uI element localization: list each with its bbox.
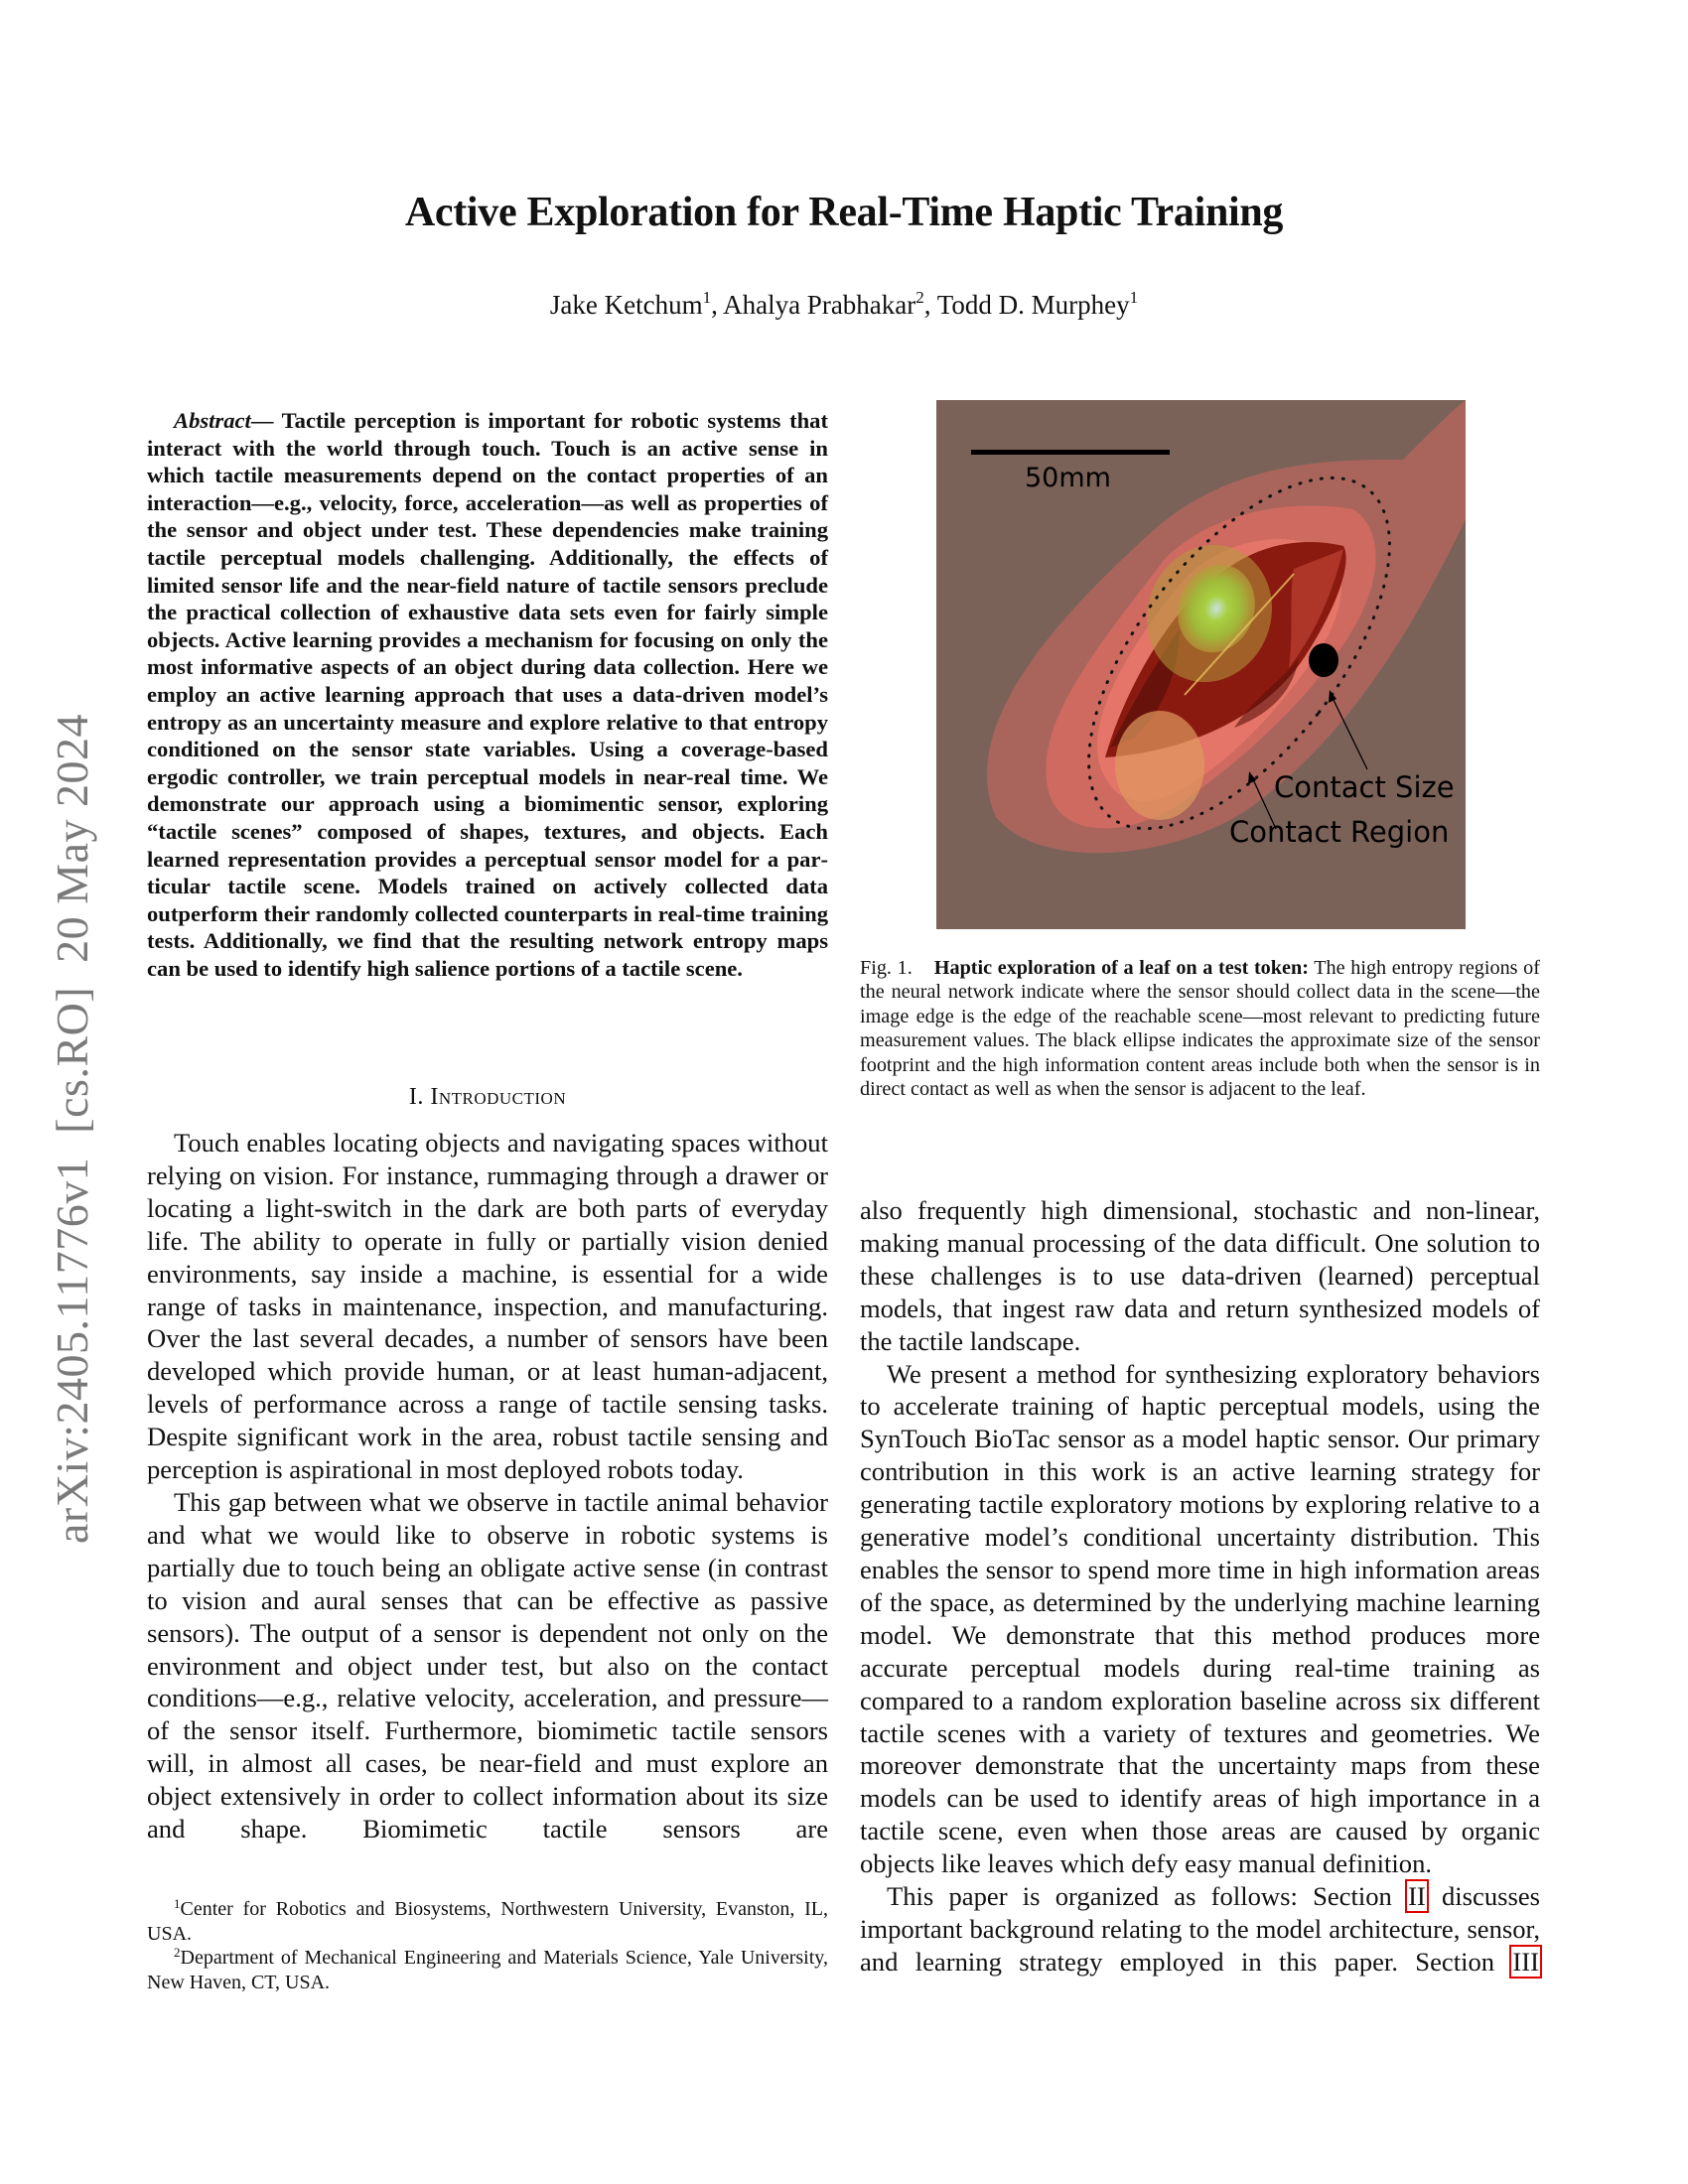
abstract-text: Tactile perception is important for robotic systems that interact with the world through touch. Touch is an active sense in which tactile measurements depend on the contact properties of an interaction—e.g., velocity, force, acceleration—as well as properties of the sensor and object under test. These dependencies make training tactile perceptual models challenging. Additionally, the effects of limited sensor life and the near-field nature of tactile sensors preclude the practical collection of exhaustive data sets even for fairly simple objects. Active learning provides a mechanism for focusing on only the most informative aspects of an object during data collection. Here we employ an active learning approach that uses a data-driven model’s entropy as an uncertainty measure and explore relative to that entropy conditioned on the sensor state variables. Using a coverage-based ergodic controller, we train perceptual models in near-real time. We demonstrate our approach using a biomimentic sensor, exploring “tactile scenes” composed of shapes, textures, and objects. Each learned representation provides a perceptual sensor model for a particular tactile scene. Models trained on actively collected data outperform their randomly collected counterparts in real-time training tests. Additionally, we find that the resulting network entropy maps can be used to identify high salience portions of a tactile scene. — [147, 408, 828, 981]
figure-1-heatmap — [936, 400, 1466, 929]
footnotes — [147, 1897, 828, 1994]
author-list — [0, 290, 1688, 321]
figure-label: Fig. 1. — [860, 957, 913, 979]
author-separator: , — [711, 290, 724, 320]
paragraph: This gap between what we observe in tactile animal behavior and what we would like to observe in robotic systems is partially due to touch being an obligate active sense (in contrast to vision and aural senses that can be effective as passive sensors). The output of a sensor is dependent not only on the environment and object under test, but also on the contact conditions—e.g., relative velocity, acceleration, and pressure—of the sensor itself. Furthermore, biomimetic tactile sensors will, in almost all cases, be near-field and must explore an object extensively in order to collect information about its size and shape. Biomimetic tactile sensors are — [147, 1486, 828, 1844]
paragraph: also frequently high dimensional, stochastic and non-linear, making manual processing of the data difficult. One solution to these challenges is to use data-driven (learned) perceptual models, that ingest raw data and return synthesized models of the tactile landscape. — [860, 1195, 1540, 1356]
footnote — [147, 1897, 828, 1946]
scale-bar-label: 50mm — [1025, 463, 1111, 493]
secondary-hotspot — [1115, 711, 1204, 820]
entropy-heatmap-image — [936, 400, 1466, 929]
footnote — [147, 1946, 828, 1994]
author-affiliation-mark: 1 — [1129, 288, 1139, 307]
intro-left-column — [147, 1127, 828, 1845]
author-name: Jake Ketchum — [549, 290, 703, 320]
figure-1-caption — [860, 956, 1540, 1101]
footnote-text: Department of Mechanical Engineering and Materials Science, Yale University, New Haven, CT, USA. — [147, 1947, 828, 1993]
author-name: Todd D. Murphey — [936, 290, 1130, 320]
paper-title: Active Exploration for Real-Time Haptic Training — [404, 190, 1284, 235]
arxiv-stamp: arXiv:2405.11776v1 [cs.RO] 20 May 2024 — [47, 714, 97, 1544]
footnote-mark: 2 — [174, 1945, 181, 1960]
intro-right-column — [860, 1194, 1540, 1979]
author-affiliation-mark: 2 — [915, 288, 924, 307]
contact-size-ellipse — [1309, 643, 1338, 677]
footnote-text: Center for Robotics and Biosystems, Northwestern University, Evanston, IL, USA. — [147, 1898, 828, 1945]
text-run: discusses important background relating to the model architecture, sensor, and learning strategy employed in this paper. Section — [860, 1881, 1540, 1977]
author-affiliation-mark: 1 — [702, 288, 712, 307]
section-heading-introduction: I. Introduction — [408, 1084, 567, 1110]
contact-size-label: Contact Size — [1274, 770, 1455, 804]
abstract-label: Abstract — [174, 408, 251, 433]
author-separator: , — [923, 290, 937, 320]
paragraph: Touch enables locating objects and navigating spaces without relying on vision. For instance, rummaging through a drawer or locating a light-switch in the dark are both parts of everyday life. The ability to operate in fully or partially vision denied environments, say inside a machine, is essential for a wide range of tasks in maintenance, inspection, and manufacturing. Over the last several decades, a number of sensors have been developed which provide human, or at least human-adjacent, levels of performance across a range of tactile sensing tasks. Despite significant work in the area, robust tactile sensing and perception is aspirational in most deployed robots today. — [147, 1128, 828, 1485]
text-run: This paper is organized as follows: Section — [887, 1881, 1408, 1912]
author-name: Ahalya Prabhakar — [723, 290, 916, 320]
section-ref-link-II[interactable]: II — [1408, 1881, 1426, 1912]
abstract-dash: — — [250, 408, 274, 433]
contact-region-label: Contact Region — [1229, 815, 1450, 849]
caption-title: Haptic exploration of a leaf on a test token: — [933, 957, 1309, 979]
paragraph: We present a method for synthesizing exploratory behaviors to accelerate training of haptic perceptual models, using the SynTouch BioTac sensor as a model haptic sensor. Our primary contribution in this work is an active learning strategy for generating tactile exploratory motions by exploring relative to a generative model’s conditional uncertainty distribution. This enables the sensor to spend more time in high information areas of the space, as determined by the underlying machine learning model. We demonstrate that this method produces more accurate perceptual models during real-time training as compared to a random exploration baseline across six different tactile scenes with a variety of textures and geometries. We moreover demonstrate that the uncertainty maps from these models can be used to identify areas of high importance in a tactile scene, even when those areas are caused by organic objects like leaves which defy easy manual definition. — [860, 1358, 1540, 1879]
section-ref-link-III[interactable]: III — [1512, 1946, 1539, 1977]
abstract — [147, 407, 828, 982]
scale-bar — [971, 450, 1170, 455]
caption-text: The high entropy regions of the neural network indicate where the sensor should collect data in the scene—the image edge is the edge of the reachable scene—most relevant to predicting future measurement values. The black ellipse indicates the approximate size of the sensor footprint and the high information content areas include both when the sensor is in direct contact as well as when the sensor is adjacent to the leaf. — [860, 957, 1540, 1101]
paragraph — [860, 1880, 1540, 1979]
footnote-mark: 1 — [174, 1896, 181, 1911]
